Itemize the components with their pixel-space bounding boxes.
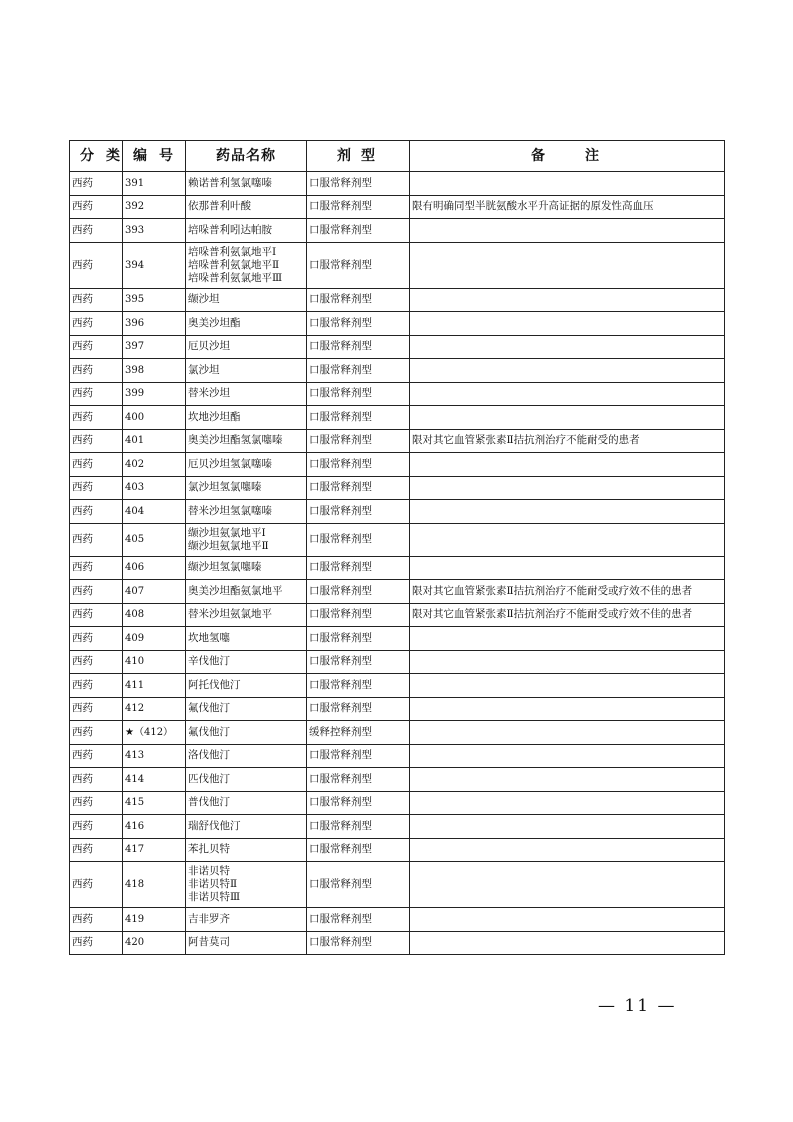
cell-number: 405 xyxy=(123,523,186,556)
header-dosage-form: 剂型 xyxy=(307,141,410,172)
cell-number: 420 xyxy=(123,931,186,955)
cell-category: 西药 xyxy=(70,791,123,815)
cell-remark xyxy=(410,650,725,674)
cell-remark xyxy=(410,768,725,792)
cell-dosage-form: 口服常释剂型 xyxy=(307,359,410,383)
cell-remark xyxy=(410,556,725,580)
cell-category: 西药 xyxy=(70,382,123,406)
cell-category: 西药 xyxy=(70,219,123,243)
cell-category: 西药 xyxy=(70,603,123,627)
cell-remark xyxy=(410,335,725,359)
cell-category: 西药 xyxy=(70,931,123,955)
table-row xyxy=(70,768,725,792)
cell-number: 413 xyxy=(123,744,186,768)
drug-name-line: 厄贝沙坦氢氯噻嗪 xyxy=(188,457,272,470)
cell-number: 392 xyxy=(123,195,186,219)
cell-category: 西药 xyxy=(70,768,123,792)
cell-drug-name xyxy=(186,697,307,721)
cell-drug-name xyxy=(186,359,307,383)
cell-remark xyxy=(410,744,725,768)
drug-name-line: 吉非罗齐 xyxy=(188,912,230,925)
drug-name-line: 替米沙坦 xyxy=(188,387,230,400)
cell-category: 西药 xyxy=(70,406,123,430)
table-row xyxy=(70,523,725,556)
cell-remark xyxy=(410,288,725,312)
drug-name-line: 普伐他汀 xyxy=(188,796,230,809)
cell-drug-name xyxy=(186,650,307,674)
header-drug-name: 药品名称 xyxy=(186,141,307,172)
cell-number: 398 xyxy=(123,359,186,383)
cell-category: 西药 xyxy=(70,556,123,580)
cell-remark xyxy=(410,815,725,839)
cell-category: 西药 xyxy=(70,335,123,359)
drug-name-line: 阿昔莫司 xyxy=(188,936,230,949)
table-row xyxy=(70,791,725,815)
cell-category: 西药 xyxy=(70,288,123,312)
cell-drug-name xyxy=(186,908,307,932)
cell-dosage-form: 口服常释剂型 xyxy=(307,453,410,477)
table-row xyxy=(70,862,725,908)
cell-dosage-form: 口服常释剂型 xyxy=(307,556,410,580)
table-row xyxy=(70,500,725,524)
cell-number: 403 xyxy=(123,476,186,500)
table-row xyxy=(70,429,725,453)
cell-category: 西药 xyxy=(70,697,123,721)
table-row xyxy=(70,406,725,430)
drug-name-line: 依那普利叶酸 xyxy=(188,200,251,213)
cell-category: 西药 xyxy=(70,429,123,453)
cell-drug-name xyxy=(186,838,307,862)
cell-dosage-form: 口服常释剂型 xyxy=(307,172,410,196)
cell-remark xyxy=(410,908,725,932)
table-row xyxy=(70,219,725,243)
table-row xyxy=(70,382,725,406)
cell-drug-name xyxy=(186,500,307,524)
table-row xyxy=(70,312,725,336)
cell-remark xyxy=(410,453,725,477)
cell-number: 412 xyxy=(123,697,186,721)
cell-remark xyxy=(410,697,725,721)
cell-category: 西药 xyxy=(70,744,123,768)
drug-name-line: 阿托伐他汀 xyxy=(188,678,241,691)
cell-dosage-form: 口服常释剂型 xyxy=(307,288,410,312)
cell-number: 416 xyxy=(123,815,186,839)
page-number: — 11 — xyxy=(598,996,677,1016)
drug-name-line: 非诺贝特 xyxy=(188,865,230,877)
drug-name-line: 缬沙坦氨氯地平Ⅱ xyxy=(188,539,269,552)
cell-dosage-form: 口服常释剂型 xyxy=(307,627,410,651)
cell-drug-name xyxy=(186,744,307,768)
cell-dosage-form: 口服常释剂型 xyxy=(307,838,410,862)
cell-drug-name xyxy=(186,195,307,219)
cell-dosage-form: 口服常释剂型 xyxy=(307,768,410,792)
cell-dosage-form: 口服常释剂型 xyxy=(307,791,410,815)
cell-remark xyxy=(410,791,725,815)
cell-remark xyxy=(410,500,725,524)
cell-remark xyxy=(410,721,725,745)
table-header-row xyxy=(70,141,725,172)
cell-remark xyxy=(410,476,725,500)
drug-name-line: 苯扎贝特 xyxy=(188,843,230,856)
header-number: 编号 xyxy=(123,141,186,172)
cell-remark xyxy=(410,523,725,556)
cell-number: 419 xyxy=(123,908,186,932)
cell-drug-name xyxy=(186,312,307,336)
drug-name-line: 培哚普利氨氯地平Ⅰ xyxy=(188,245,277,258)
cell-dosage-form: 口服常释剂型 xyxy=(307,523,410,556)
cell-drug-name xyxy=(186,523,307,556)
cell-category: 西药 xyxy=(70,627,123,651)
drug-name-line: 瑞舒伐他汀 xyxy=(188,819,241,832)
table-row xyxy=(70,650,725,674)
drug-name-line: 培哚普利氨氯地平Ⅲ xyxy=(188,271,283,284)
cell-category: 西药 xyxy=(70,312,123,336)
cell-number: 400 xyxy=(123,406,186,430)
cell-dosage-form: 口服常释剂型 xyxy=(307,697,410,721)
cell-remark xyxy=(410,931,725,955)
table-row xyxy=(70,838,725,862)
drug-name-line: 匹伐他汀 xyxy=(188,772,230,785)
cell-drug-name xyxy=(186,335,307,359)
cell-number: 409 xyxy=(123,627,186,651)
cell-category: 西药 xyxy=(70,721,123,745)
cell-dosage-form: 口服常释剂型 xyxy=(307,195,410,219)
cell-number: 404 xyxy=(123,500,186,524)
cell-dosage-form: 口服常释剂型 xyxy=(307,931,410,955)
table-row xyxy=(70,931,725,955)
cell-drug-name xyxy=(186,453,307,477)
drug-name-line: 氟伐他汀 xyxy=(188,702,230,715)
cell-drug-name xyxy=(186,288,307,312)
cell-number: 414 xyxy=(123,768,186,792)
cell-number: 418 xyxy=(123,862,186,908)
drug-name-line: 氟伐他汀 xyxy=(188,725,230,738)
drug-name-line: 非诺贝特Ⅱ xyxy=(188,878,238,890)
cell-drug-name xyxy=(186,721,307,745)
cell-drug-name xyxy=(186,627,307,651)
cell-category: 西药 xyxy=(70,674,123,698)
cell-remark: 限有明确同型半胱氨酸水平升高证据的原发性高血压 xyxy=(410,195,725,219)
cell-remark: 限对其它血管紧张素Ⅱ拮抗剂治疗不能耐受的患者 xyxy=(410,429,725,453)
cell-category: 西药 xyxy=(70,908,123,932)
cell-category: 西药 xyxy=(70,523,123,556)
cell-remark xyxy=(410,674,725,698)
drug-name-line: 替米沙坦氨氯地平 xyxy=(188,608,272,621)
cell-remark xyxy=(410,312,725,336)
drug-name-line: 坎地沙坦酯 xyxy=(188,410,241,423)
cell-category: 西药 xyxy=(70,500,123,524)
cell-drug-name xyxy=(186,768,307,792)
cell-dosage-form: 缓释控释剂型 xyxy=(307,721,410,745)
cell-dosage-form: 口服常释剂型 xyxy=(307,312,410,336)
cell-drug-name xyxy=(186,862,307,908)
cell-drug-name xyxy=(186,172,307,196)
table-body xyxy=(70,172,725,955)
table-row xyxy=(70,359,725,383)
cell-number: 401 xyxy=(123,429,186,453)
drug-name-line: 缬沙坦 xyxy=(188,293,220,306)
cell-dosage-form: 口服常释剂型 xyxy=(307,429,410,453)
cell-drug-name xyxy=(186,406,307,430)
cell-category: 西药 xyxy=(70,172,123,196)
table-row xyxy=(70,476,725,500)
header-remarks: 备注 xyxy=(410,141,725,172)
drug-name-line: 坎地氢噻 xyxy=(188,631,230,644)
cell-remark: 限对其它血管紧张素Ⅱ拮抗剂治疗不能耐受或疗效不佳的患者 xyxy=(410,580,725,604)
cell-remark xyxy=(410,627,725,651)
cell-dosage-form: 口服常释剂型 xyxy=(307,219,410,243)
cell-remark xyxy=(410,382,725,406)
cell-remark xyxy=(410,172,725,196)
cell-drug-name xyxy=(186,791,307,815)
cell-category: 西药 xyxy=(70,359,123,383)
cell-category: 西药 xyxy=(70,838,123,862)
drug-name-line: 厄贝沙坦 xyxy=(188,340,230,353)
cell-category: 西药 xyxy=(70,453,123,477)
cell-dosage-form: 口服常释剂型 xyxy=(307,242,410,288)
cell-category: 西药 xyxy=(70,580,123,604)
drug-name-line: 赖诺普利氢氯噻嗪 xyxy=(188,176,272,189)
cell-category: 西药 xyxy=(70,815,123,839)
drug-name-line: 缬沙坦氢氯噻嗪 xyxy=(188,561,262,574)
table-row xyxy=(70,195,725,219)
cell-category: 西药 xyxy=(70,476,123,500)
cell-remark xyxy=(410,406,725,430)
header-category: 分类 xyxy=(70,141,123,172)
table-row xyxy=(70,721,725,745)
table-row xyxy=(70,674,725,698)
cell-number: 406 xyxy=(123,556,186,580)
cell-remark xyxy=(410,219,725,243)
cell-dosage-form: 口服常释剂型 xyxy=(307,650,410,674)
cell-category: 西药 xyxy=(70,242,123,288)
cell-remark xyxy=(410,862,725,908)
drug-name-line: 奥美沙坦酯氨氯地平 xyxy=(188,584,283,597)
cell-number: 393 xyxy=(123,219,186,243)
cell-remark: 限对其它血管紧张素Ⅱ拮抗剂治疗不能耐受或疗效不佳的患者 xyxy=(410,603,725,627)
cell-category: 西药 xyxy=(70,862,123,908)
cell-remark xyxy=(410,359,725,383)
table-row xyxy=(70,815,725,839)
cell-dosage-form: 口服常释剂型 xyxy=(307,382,410,406)
cell-number: 397 xyxy=(123,335,186,359)
drug-list-table xyxy=(69,140,725,955)
cell-number: 396 xyxy=(123,312,186,336)
drug-name-line: 奥美沙坦酯 xyxy=(188,316,241,329)
cell-drug-name xyxy=(186,382,307,406)
cell-number: 394 xyxy=(123,242,186,288)
cell-dosage-form: 口服常释剂型 xyxy=(307,335,410,359)
table-row xyxy=(70,242,725,288)
cell-remark xyxy=(410,838,725,862)
table-row xyxy=(70,697,725,721)
cell-drug-name xyxy=(186,556,307,580)
cell-dosage-form: 口服常释剂型 xyxy=(307,603,410,627)
drug-name-line: 辛伐他汀 xyxy=(188,655,230,668)
table-row xyxy=(70,908,725,932)
cell-number: 402 xyxy=(123,453,186,477)
cell-number: 417 xyxy=(123,838,186,862)
cell-drug-name xyxy=(186,429,307,453)
cell-dosage-form: 口服常释剂型 xyxy=(307,862,410,908)
cell-number: ★（412） xyxy=(123,721,186,745)
cell-dosage-form: 口服常释剂型 xyxy=(307,815,410,839)
table-row xyxy=(70,627,725,651)
cell-number: 395 xyxy=(123,288,186,312)
drug-name-line: 非诺贝特Ⅲ xyxy=(188,891,241,903)
cell-drug-name xyxy=(186,219,307,243)
cell-number: 410 xyxy=(123,650,186,674)
cell-number: 399 xyxy=(123,382,186,406)
drug-name-line: 培哚普利吲达帕胺 xyxy=(188,223,272,236)
table-row xyxy=(70,453,725,477)
cell-drug-name xyxy=(186,476,307,500)
cell-drug-name xyxy=(186,580,307,604)
cell-dosage-form: 口服常释剂型 xyxy=(307,744,410,768)
cell-dosage-form: 口服常释剂型 xyxy=(307,406,410,430)
table-row xyxy=(70,172,725,196)
cell-drug-name xyxy=(186,931,307,955)
table-row xyxy=(70,335,725,359)
table-row xyxy=(70,556,725,580)
cell-number: 407 xyxy=(123,580,186,604)
cell-number: 391 xyxy=(123,172,186,196)
drug-name-line: 培哚普利氨氯地平Ⅱ xyxy=(188,258,280,271)
cell-dosage-form: 口服常释剂型 xyxy=(307,580,410,604)
cell-drug-name xyxy=(186,242,307,288)
table-row xyxy=(70,603,725,627)
cell-drug-name xyxy=(186,603,307,627)
drug-name-line: 氯沙坦 xyxy=(188,363,220,376)
cell-dosage-form: 口服常释剂型 xyxy=(307,674,410,698)
table-row xyxy=(70,580,725,604)
drug-name-line: 缬沙坦氨氯地平Ⅰ xyxy=(188,526,266,539)
table-row xyxy=(70,288,725,312)
cell-dosage-form: 口服常释剂型 xyxy=(307,500,410,524)
cell-dosage-form: 口服常释剂型 xyxy=(307,476,410,500)
cell-drug-name xyxy=(186,674,307,698)
table-row xyxy=(70,744,725,768)
cell-dosage-form: 口服常释剂型 xyxy=(307,908,410,932)
cell-category: 西药 xyxy=(70,195,123,219)
cell-drug-name xyxy=(186,815,307,839)
drug-name-line: 奥美沙坦酯氢氯噻嗪 xyxy=(188,434,283,447)
cell-remark xyxy=(410,242,725,288)
cell-category: 西药 xyxy=(70,650,123,674)
cell-number: 411 xyxy=(123,674,186,698)
cell-number: 408 xyxy=(123,603,186,627)
cell-number: 415 xyxy=(123,791,186,815)
drug-name-line: 洛伐他汀 xyxy=(188,749,230,762)
drug-name-line: 替米沙坦氢氯噻嗪 xyxy=(188,504,272,517)
drug-name-line: 氯沙坦氢氯噻嗪 xyxy=(188,481,262,494)
